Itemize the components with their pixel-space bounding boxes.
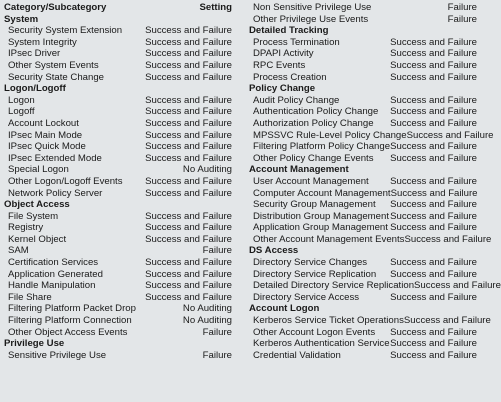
audit-setting-value: Success and Failure (390, 199, 477, 211)
subcategory-label: Other Object Access Events (8, 326, 128, 338)
table-header (4, 2, 232, 14)
audit-setting-value: Success and Failure (390, 175, 477, 187)
subcategory-label: Directory Service Changes (253, 257, 368, 269)
table-row (4, 350, 232, 362)
subcategory-label: Other System Events (8, 59, 99, 71)
subcategory-label: Application Group Management (253, 222, 388, 234)
audit-setting-value: Success and Failure (390, 268, 477, 280)
category-label: Detailed Tracking (249, 25, 329, 37)
audit-setting-value: Success and Failure (145, 257, 232, 269)
table-row (249, 327, 477, 339)
table-row (249, 118, 477, 130)
subcategory-label: Sensitive Privilege Use (8, 349, 107, 361)
table-row (249, 269, 477, 281)
audit-setting-value: Success and Failure (390, 257, 477, 269)
subcategory-label: IPsec Quick Mode (8, 141, 86, 153)
audit-setting-value: Success and Failure (390, 106, 477, 118)
table-row (249, 257, 477, 269)
header-category-label: Category/Subcategory (4, 2, 107, 13)
subcategory-label: Other Logon/Logoff Events (8, 175, 123, 187)
category-label: Account Logon (249, 303, 320, 315)
table-row (4, 245, 232, 257)
table-row (249, 129, 494, 142)
table-row (4, 303, 232, 315)
category-heading (249, 303, 477, 315)
audit-setting-value: Success and Failure (390, 141, 477, 153)
subcategory-label: Detailed Directory Service Replication (253, 280, 415, 292)
table-row (249, 280, 501, 292)
audit-setting-value: Success and Failure (406, 129, 494, 141)
subcategory-label: System Integrity (8, 36, 77, 48)
table-row (249, 153, 477, 165)
audit-setting-value: Success and Failure (145, 187, 232, 199)
subcategory-label: Filtering Platform Packet Drop (8, 303, 136, 315)
subcategory-label: Kerberos Service Ticket Operations (253, 315, 404, 327)
audit-setting-value: Success and Failure (390, 326, 477, 338)
audit-setting-value: Success and Failure (390, 187, 478, 199)
table-row (4, 60, 232, 72)
audit-setting-value: Success and Failure (145, 59, 232, 71)
category-heading (249, 83, 477, 95)
table-row (249, 48, 477, 60)
audit-setting-value: Failure (202, 326, 232, 338)
subcategory-label: RPC Events (253, 59, 306, 71)
table-row (249, 233, 492, 246)
table-row (249, 222, 477, 234)
subcategory-label: Special Logon (8, 164, 69, 176)
audit-setting-value: Success and Failure (390, 222, 477, 234)
audit-setting-value: Success and Failure (390, 48, 477, 60)
audit-setting-value: Success and Failure (145, 48, 232, 60)
table-row (249, 60, 477, 72)
category-heading (249, 245, 477, 257)
subcategory-label: Directory Service Replication (253, 268, 377, 280)
subcategory-label: Network Policy Server (8, 187, 103, 199)
audit-setting-value: Failure (447, 13, 477, 25)
category-label: Object Access (4, 199, 70, 211)
table-row (4, 327, 232, 339)
audit-setting-value: No Auditing (182, 164, 232, 176)
subcategory-label: Account Lockout (8, 117, 79, 129)
audit-setting-value: Success and Failure (145, 94, 232, 106)
table-row (4, 118, 232, 130)
audit-setting-value: Success and Failure (390, 349, 477, 361)
table-row (249, 95, 477, 107)
audit-setting-value: Success and Failure (145, 141, 232, 153)
subcategory-label: Kernel Object (8, 233, 67, 245)
audit-setting-value: Success and Failure (145, 71, 232, 83)
subcategory-label: Computer Account Management (253, 187, 391, 199)
subcategory-label: Credential Validation (253, 349, 341, 361)
audit-setting-value: Success and Failure (390, 71, 477, 83)
table-row (249, 176, 477, 188)
subcategory-label: Security Group Management (253, 199, 376, 211)
audit-setting-value: Success and Failure (145, 25, 232, 37)
table-row (249, 199, 477, 211)
category-heading (4, 338, 232, 350)
subcategory-label: Other Privilege Use Events (253, 13, 369, 25)
audit-setting-value: Success and Failure (145, 117, 232, 129)
subcategory-label: Logon (8, 94, 35, 106)
audit-setting-value: Success and Failure (145, 291, 232, 303)
subcategory-label: Audit Policy Change (253, 94, 340, 106)
subcategory-label: Other Policy Change Events (253, 152, 374, 164)
audit-setting-value: Success and Failure (403, 315, 491, 327)
table-row (249, 315, 491, 327)
table-row (4, 257, 232, 269)
table-row (4, 37, 232, 49)
subcategory-label: Other Account Management Events (253, 233, 405, 245)
table-row (249, 141, 477, 153)
audit-setting-value: Success and Failure (145, 233, 232, 245)
audit-setting-value: Success and Failure (390, 59, 477, 71)
subcategory-label: Filtering Platform Policy Change (253, 141, 391, 153)
left-column (4, 2, 232, 361)
subcategory-label: IPsec Extended Mode (8, 152, 102, 164)
subcategory-label: Process Creation (253, 71, 327, 83)
subcategory-label: IPsec Main Mode (8, 129, 83, 141)
subcategory-label: Other Account Logon Events (253, 326, 376, 338)
subcategory-label: Directory Service Access (253, 291, 360, 303)
table-row (249, 72, 477, 84)
category-heading (249, 25, 477, 37)
subcategory-label: Authentication Policy Change (253, 106, 379, 118)
audit-setting-value: Success and Failure (145, 175, 232, 187)
subcategory-label: Registry (8, 222, 44, 234)
audit-setting-value: Success and Failure (145, 129, 232, 141)
audit-setting-value: Success and Failure (145, 222, 232, 234)
table-row (4, 222, 232, 234)
subcategory-label: Logoff (8, 106, 35, 118)
category-heading (4, 199, 232, 211)
category-label: Account Management (249, 164, 349, 176)
audit-setting-value: Failure (447, 2, 477, 13)
table-row (4, 280, 232, 292)
audit-setting-value: Success and Failure (145, 210, 232, 222)
table-row (4, 292, 232, 304)
audit-setting-value: Success and Failure (414, 280, 501, 292)
audit-setting-value: Success and Failure (404, 233, 492, 245)
subcategory-label: Authorization Policy Change (253, 117, 374, 129)
table-row (4, 188, 232, 200)
audit-setting-value: Success and Failure (390, 338, 477, 350)
table-row (249, 188, 477, 200)
subcategory-label: DPAPI Activity (253, 48, 314, 60)
table-row (4, 72, 232, 84)
audit-setting-value: Success and Failure (390, 36, 477, 48)
table-row (249, 14, 477, 26)
table-row (249, 338, 477, 350)
table-row (4, 315, 232, 327)
table-row (4, 106, 232, 118)
audit-setting-value: Success and Failure (390, 152, 477, 164)
category-label: Logon/Logoff (4, 83, 66, 95)
subcategory-label: Distribution Group Management (253, 210, 389, 222)
table-row (4, 130, 232, 142)
table-row (249, 106, 477, 118)
table-row (4, 176, 232, 188)
subcategory-label: File Share (8, 291, 52, 303)
subcategory-label: IPsec Driver (8, 48, 61, 60)
subcategory-label: User Account Management (253, 175, 369, 187)
audit-setting-value: Failure (202, 349, 232, 361)
audit-setting-value: Success and Failure (390, 117, 477, 129)
table-row (249, 37, 477, 49)
table-row (4, 234, 232, 246)
audit-setting-value: Success and Failure (145, 152, 232, 164)
table-row (249, 350, 477, 362)
audit-setting-value: Failure (202, 245, 232, 257)
category-label: Policy Change (249, 83, 316, 95)
subcategory-label: Non Sensitive Privilege Use (253, 2, 372, 13)
table-row (4, 95, 232, 107)
table-row (249, 292, 477, 304)
table-row (4, 25, 232, 37)
subcategory-label: Security State Change (8, 71, 104, 83)
subcategory-label: MPSSVC Rule-Level Policy Change (253, 129, 407, 141)
audit-setting-value: Success and Failure (145, 268, 232, 280)
audit-setting-value: Success and Failure (390, 210, 477, 222)
audit-setting-value: Success and Failure (390, 94, 477, 106)
table-row (4, 211, 232, 223)
table-row (249, 2, 477, 14)
table-row (4, 141, 232, 153)
audit-setting-value: Success and Failure (145, 280, 232, 292)
table-row (4, 164, 232, 176)
subcategory-label: File System (8, 210, 59, 222)
audit-setting-value: No Auditing (182, 315, 232, 327)
right-column (249, 2, 501, 361)
category-heading (4, 14, 232, 26)
subcategory-label: Security System Extension (8, 25, 123, 37)
category-label: System (4, 13, 39, 25)
subcategory-label: Process Termination (253, 36, 340, 48)
category-label: DS Access (249, 245, 299, 257)
category-heading (4, 83, 232, 95)
subcategory-label: SAM (8, 245, 29, 257)
audit-setting-value: Success and Failure (390, 291, 477, 303)
table-row (4, 153, 232, 165)
subcategory-label: Kerberos Authentication Service (253, 338, 390, 350)
category-heading (249, 164, 477, 176)
subcategory-label: Filtering Platform Connection (8, 315, 132, 327)
subcategory-label: Application Generated (8, 268, 103, 280)
table-row (249, 211, 477, 223)
table-row (4, 269, 232, 281)
category-label: Privilege Use (4, 338, 65, 350)
audit-setting-value: No Auditing (182, 303, 232, 315)
audit-setting-value: Success and Failure (145, 106, 232, 118)
header-setting-label: Setting (199, 2, 232, 13)
audit-setting-value: Success and Failure (145, 36, 232, 48)
subcategory-label: Handle Manipulation (8, 280, 96, 292)
subcategory-label: Certification Services (8, 257, 99, 269)
table-row (4, 48, 232, 60)
